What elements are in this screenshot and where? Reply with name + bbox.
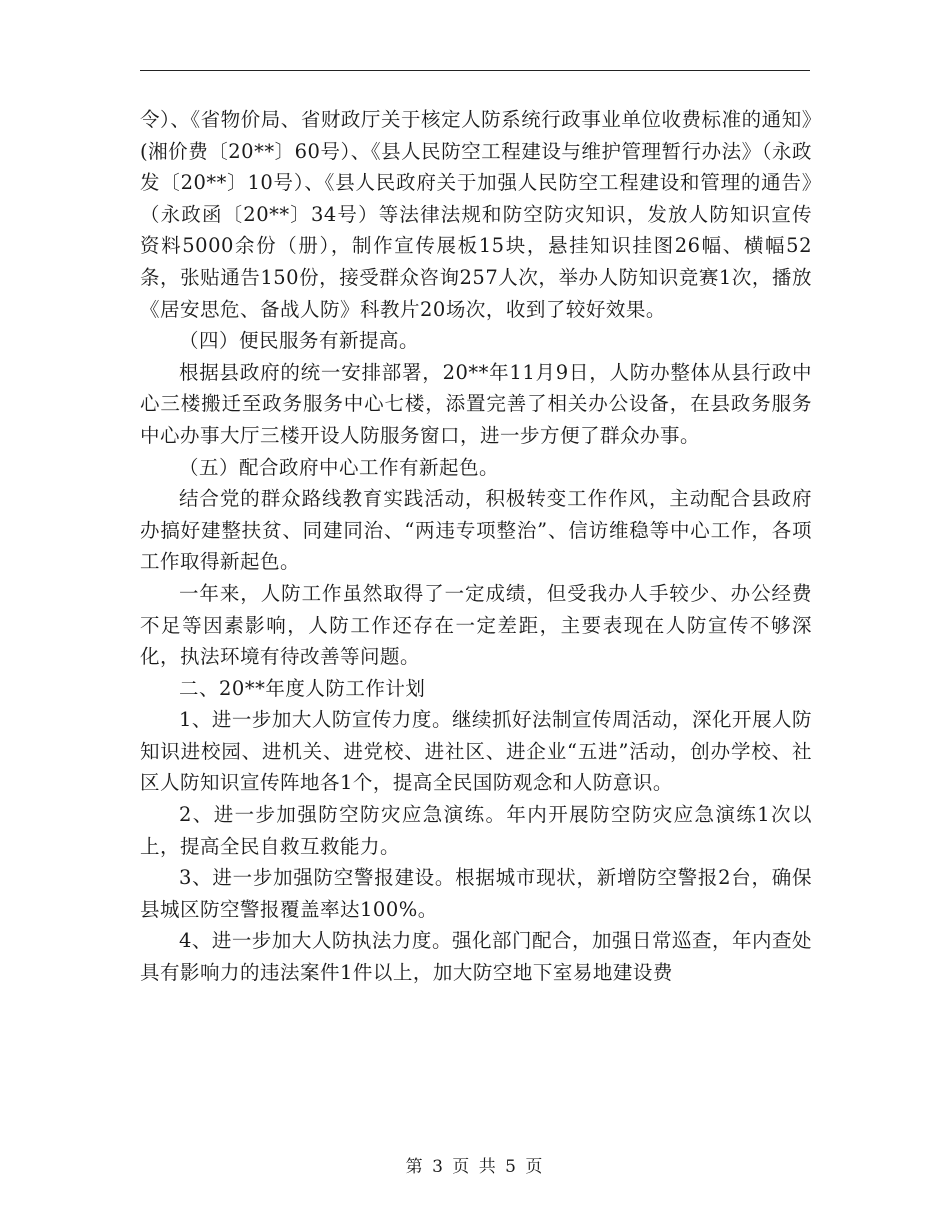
paragraph-regulations-continued: 令）、《省物价局、省财政厅关于核定人防系统行政事业单位收费标准的通知》(湘价费〔20**〕60号）、《县人民防空工程建设与维护管理暂行办法》（永政发〔20**〕10号）、《县人民政府关于加强人民防空工程建设和管理的通告》（永政函〔20**〕34号）等法律法规和防空防灾知识，发放人防知识宣传资料5000余份（册），制作宣传展板15块，悬挂知识挂图26幅、横幅52条，张贴通告150份，接受群众咨询257人次，举办人防知识竞赛1次，播放《居安思危、备战人防》科教片20场次，收到了较好效果。 bbox=[140, 108, 812, 321]
header-rule bbox=[140, 70, 810, 71]
plan-item-enforcement: 4、进一步加大人防执法力度。强化部门配合，加强日常巡查，年内查处具有影响力的违法案件1件以上，加大防空地下室易地建设费 bbox=[140, 929, 812, 985]
plan-item-publicity: 1、进一步加大人防宣传力度。继续抓好法制宣传周活动，深化开展人防知识进校园、进机关、进党校、进社区、进企业“五进”活动，创办学校、社区人防知识宣传阵地各1个，提高全民国防观念和人防意识。 bbox=[140, 708, 812, 795]
document-body bbox=[140, 104, 812, 989]
paragraph-year-summary: 一年来，人防工作虽然取得了一定成绩，但受我办人手较少、办公经费不足等因素影响，人防工作还存在一定差距，主要表现在人防宣传不够深化，执法环境有待改善等问题。 bbox=[140, 581, 812, 669]
paragraph-convenience-services: 根据县政府的统一安排部署，20**年11月9日，人防办整体从县行政中心三楼搬迁至政务服务中心七楼，添置完善了相关办公设备，在县政务服务中心办事大厅三楼开设人防服务窗口，进一步方便了群众办事。 bbox=[140, 360, 812, 447]
plan-item-alarms: 3、进一步加强防空警报建设。根据城市现状，新增防空警报2台，确保县城区防空警报覆盖率达100%。 bbox=[140, 866, 812, 921]
heading-government-cooperation: （五）配合政府中心工作有新起色。 bbox=[179, 455, 500, 479]
page-number: 第 3 页 共 5 页 bbox=[405, 1157, 545, 1177]
paragraph-government-cooperation: 结合党的群众路线教育实践活动，积极转变工作作风，主动配合县政府办搞好建整扶贫、同建同治、“两违专项整治”、信访维稳等中心工作，各项工作取得新起色。 bbox=[140, 487, 812, 574]
plan-item-drills: 2、进一步加强防空防灾应急演练。年内开展防空防灾应急演练1次以上，提高全民自救互救能力。 bbox=[140, 803, 812, 858]
heading-work-plan: 二、20**年度人防工作计划 bbox=[179, 676, 426, 700]
heading-convenience-services: （四）便民服务有新提高。 bbox=[179, 329, 420, 353]
